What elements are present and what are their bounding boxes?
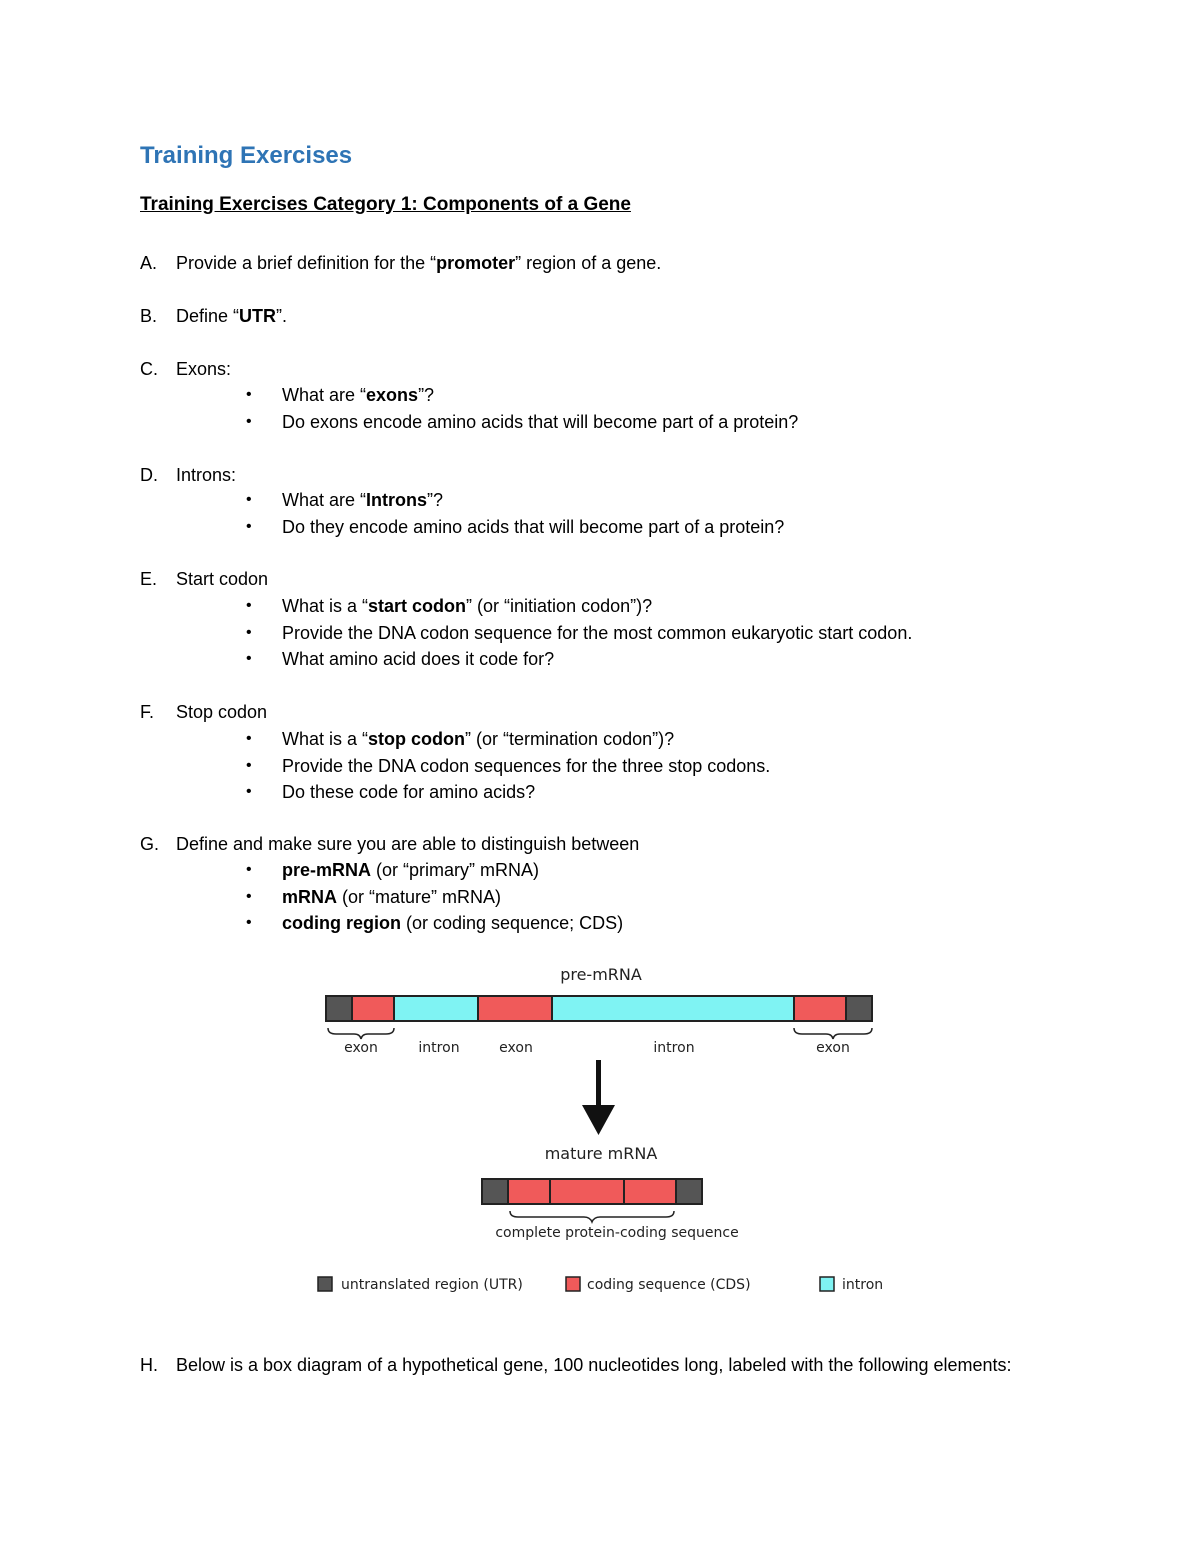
term-introns: Introns xyxy=(366,490,428,510)
question-text: Introns: xyxy=(176,465,237,485)
question-text: Start codon xyxy=(176,569,269,589)
page-title: Training Exercises xyxy=(140,142,353,169)
item-text-post: ”? xyxy=(418,385,435,405)
exon-segment xyxy=(508,1179,550,1204)
question-d-subitems xyxy=(140,487,784,540)
legend-swatch-cds xyxy=(566,1277,580,1291)
bullet: • xyxy=(246,650,252,667)
term-coding-region: coding region xyxy=(282,913,401,933)
exon-segment xyxy=(478,996,552,1021)
item-text: Do exons encode amino acids that will become part of a protein? xyxy=(282,411,799,432)
category-heading: Training Exercises Category 1: Components of a Gene xyxy=(140,194,631,215)
question-e xyxy=(140,566,268,592)
item-text-pre: What are “ xyxy=(282,490,367,510)
question-text-post: ”. xyxy=(276,306,288,326)
cds-brace xyxy=(510,1211,674,1222)
utr-segment xyxy=(482,1179,508,1204)
item-text-pre: What is a “ xyxy=(282,596,369,616)
term-promoter: promoter xyxy=(436,253,516,273)
pre-mrna-bar xyxy=(326,996,872,1021)
item-text-post: ” (or “initiation codon”)? xyxy=(466,596,653,616)
utr-segment xyxy=(846,996,872,1021)
legend-intron: intron xyxy=(842,1277,884,1293)
term-mrna: mRNA xyxy=(282,886,338,907)
item-text: Do these code for amino acids? xyxy=(282,782,536,802)
legend xyxy=(318,1277,883,1293)
list-item xyxy=(140,753,770,780)
pre-mrna-label: pre-mRNA xyxy=(560,965,642,984)
question-text-pre: Provide a brief definition for the “ xyxy=(176,253,437,273)
list-item xyxy=(140,382,798,409)
mature-mrna-bar xyxy=(482,1179,702,1204)
down-arrow-icon xyxy=(582,1060,615,1135)
item-text-post: (or “primary” mRNA) xyxy=(371,860,540,880)
list-item xyxy=(140,620,912,647)
term-utr: UTR xyxy=(239,306,277,326)
list-item xyxy=(140,857,623,884)
list-item xyxy=(140,593,912,620)
exon-segment xyxy=(550,1179,624,1204)
question-c-subitems xyxy=(140,382,798,435)
exon-segment xyxy=(352,996,394,1021)
exon-label: exon xyxy=(816,1040,850,1056)
term-stop-codon: stop codon xyxy=(368,729,466,749)
item-text-post: (or coding sequence; CDS) xyxy=(401,913,624,933)
question-d xyxy=(140,462,236,488)
legend-cds: coding sequence (CDS) xyxy=(587,1277,751,1293)
question-e-subitems xyxy=(140,593,912,673)
bullet: • xyxy=(246,730,252,747)
question-text-pre: Define “ xyxy=(176,306,240,326)
list-item xyxy=(140,409,798,436)
mature-mrna-label: mature mRNA xyxy=(544,1144,658,1163)
question-text: Stop codon xyxy=(176,702,268,722)
intron-label: intron xyxy=(418,1040,460,1056)
list-item xyxy=(140,884,623,911)
item-text: Provide the DNA codon sequence for the most common eukaryotic start codon. xyxy=(282,622,913,643)
list-item xyxy=(140,646,912,673)
intron-segment xyxy=(552,996,794,1021)
bullet: • xyxy=(246,623,252,641)
exon-brace xyxy=(328,1028,394,1039)
question-letter: A. xyxy=(140,253,158,273)
cds-caption: complete protein-coding sequence xyxy=(495,1225,739,1241)
exon-label: exon xyxy=(499,1040,533,1056)
exon-segment xyxy=(624,1179,676,1204)
bullet: • xyxy=(246,517,252,535)
item-text-post: ”? xyxy=(427,490,444,510)
bullet: • xyxy=(246,783,252,800)
question-letter: B. xyxy=(140,306,158,326)
item-text-post: ” (or “termination codon”)? xyxy=(465,729,675,749)
question-g xyxy=(140,831,639,857)
bullet: • xyxy=(246,491,252,508)
question-b xyxy=(140,303,287,329)
question-h-text: Below is a box diagram of a hypothetical gene, 100 nucleotides long, labeled with the following elements: xyxy=(176,1355,1012,1375)
question-f xyxy=(140,699,267,725)
question-letter: F. xyxy=(140,702,155,722)
question-g-subitems xyxy=(140,857,623,937)
splicing-diagram xyxy=(310,960,900,1305)
list-item xyxy=(140,779,770,806)
question-f-subitems xyxy=(140,726,770,806)
bullet: • xyxy=(246,887,252,905)
question-text-post: ” region of a gene. xyxy=(515,253,662,273)
bullet: • xyxy=(246,412,252,430)
item-text-pre: What are “ xyxy=(282,385,367,405)
exon-brace xyxy=(794,1028,872,1039)
question-text: Define and make sure you are able to distinguish between xyxy=(176,834,640,854)
bullet: • xyxy=(246,756,252,774)
question-a xyxy=(140,250,661,276)
question-letter: C. xyxy=(140,359,158,379)
question-letter: E. xyxy=(140,569,158,589)
bullet: • xyxy=(246,597,252,614)
intron-segment xyxy=(394,996,478,1021)
bullet: • xyxy=(246,386,252,403)
item-text-post: (or “mature” mRNA) xyxy=(337,886,502,907)
question-letter: G. xyxy=(140,834,160,854)
exon-label: exon xyxy=(344,1040,378,1056)
legend-utr: untranslated region (UTR) xyxy=(341,1277,523,1293)
term-start-codon: start codon xyxy=(368,596,467,616)
legend-swatch-utr xyxy=(318,1277,332,1291)
list-item xyxy=(140,487,784,514)
bullet: • xyxy=(246,861,252,878)
item-text: Do they encode amino acids that will become part of a protein? xyxy=(282,516,785,537)
list-item xyxy=(140,910,623,937)
utr-segment xyxy=(676,1179,702,1204)
item-text-pre: What is a “ xyxy=(282,729,369,749)
intron-label: intron xyxy=(653,1040,695,1056)
list-item xyxy=(140,726,770,753)
item-text: What amino acid does it code for? xyxy=(282,649,555,669)
question-letter: H. xyxy=(140,1355,158,1375)
legend-swatch-intron xyxy=(820,1277,834,1291)
bullet: • xyxy=(246,914,252,931)
question-letter: D. xyxy=(140,465,158,485)
list-item xyxy=(140,514,784,541)
question-text: Exons: xyxy=(176,359,232,379)
item-text: Provide the DNA codon sequences for the three stop codons. xyxy=(282,755,771,776)
term-exons: exons xyxy=(366,385,419,405)
term-pre-mrna: pre-mRNA xyxy=(282,860,372,880)
exon-segment xyxy=(794,996,846,1021)
question-c xyxy=(140,356,231,382)
utr-segment xyxy=(326,996,352,1021)
